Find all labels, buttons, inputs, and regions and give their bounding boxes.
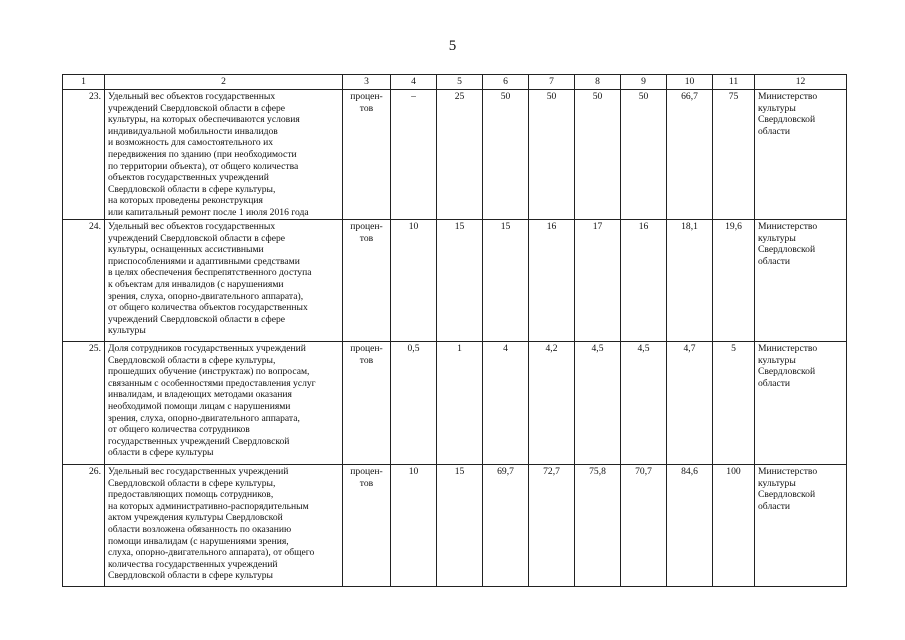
value-cell: 15 — [437, 220, 483, 342]
value-cell: 18,1 — [667, 220, 713, 342]
value-cell: 4,2 — [529, 342, 575, 465]
unit: процен- тов — [343, 220, 391, 342]
value-cell: 70,7 — [621, 465, 667, 587]
value-cell: 100 — [713, 465, 755, 587]
column-header: 8 — [575, 75, 621, 90]
value-cell: 16 — [529, 220, 575, 342]
value-cell: 4,5 — [575, 342, 621, 465]
value-cell: 50 — [483, 90, 529, 220]
column-header: 7 — [529, 75, 575, 90]
value-cell: 17 — [575, 220, 621, 342]
value-cell: 10 — [391, 220, 437, 342]
value-cell: 50 — [575, 90, 621, 220]
column-header: 1 — [63, 75, 105, 90]
column-header: 5 — [437, 75, 483, 90]
column-header: 12 — [755, 75, 847, 90]
row-number: 23. — [63, 90, 105, 220]
row-number: 25. — [63, 342, 105, 465]
indicator-name: Удельный вес государственных учреждений Свердловской области в сфере культуры, предоставляющих помощь сотрудников, на которых административно-распорядительным актом учреждения культуры Свердловской области возложена обязанность по оказанию помощи инвалидам (с нарушениями зрения, слуха, опорно-двигательного аппарата), от общего количества государственных учреждений Свердловской области в сфере культуры — [105, 465, 343, 587]
column-header: 3 — [343, 75, 391, 90]
column-header: 4 — [391, 75, 437, 90]
value-cell: 75 — [713, 90, 755, 220]
column-header: 2 — [105, 75, 343, 90]
value-cell: 0,5 — [391, 342, 437, 465]
column-number-row — [63, 75, 847, 90]
value-cell: 5 — [713, 342, 755, 465]
indicator-name: Удельный вес объектов государственных учреждений Свердловской области в сфере культуры, на которых обеспечиваются условия индивидуальной мобильности инвалидов и возможность для самостоятельного их передвижения по зданию (при необходимости по территории объекта), от общего количества объектов государственных учреждений Свердловской области в сфере культуры, на которых проведены реконструкция или капитальный ремонт после 1 июля 2016 года — [105, 90, 343, 220]
value-cell: 66,7 — [667, 90, 713, 220]
column-header: 9 — [621, 75, 667, 90]
page-number: 5 — [448, 38, 457, 54]
value-cell: 19,6 — [713, 220, 755, 342]
responsible-body: Министерство культуры Свердловской области — [755, 90, 847, 220]
value-cell: 50 — [529, 90, 575, 220]
unit: процен- тов — [343, 465, 391, 587]
value-cell: 15 — [483, 220, 529, 342]
table-row — [63, 465, 847, 587]
indicators-table — [62, 74, 847, 587]
value-cell: 16 — [621, 220, 667, 342]
value-cell: 4,5 — [621, 342, 667, 465]
value-cell: 72,7 — [529, 465, 575, 587]
unit: процен- тов — [343, 342, 391, 465]
value-cell: 50 — [621, 90, 667, 220]
value-cell: 15 — [437, 465, 483, 587]
value-cell: 1 — [437, 342, 483, 465]
responsible-body: Министерство культуры Свердловской области — [755, 342, 847, 465]
row-number: 26. — [63, 465, 105, 587]
table-row — [63, 220, 847, 342]
value-cell: 4 — [483, 342, 529, 465]
value-cell: 10 — [391, 465, 437, 587]
indicator-name: Доля сотрудников государственных учреждений Свердловской области в сфере культуры, прошедших обучение (инструктаж) по вопросам, связанным с особенностями предоставления услуг инвалидам, и владеющих методами оказания необходимой помощи лицам с нарушениями зрения, слуха, опорно-двигательного аппарата, от общего количества сотрудников государственных учреждений Свердловской области в сфере культуры — [105, 342, 343, 465]
column-header: 11 — [713, 75, 755, 90]
unit: процен- тов — [343, 90, 391, 220]
responsible-body: Министерство культуры Свердловской области — [755, 465, 847, 587]
table-row — [63, 90, 847, 220]
value-cell: 84,6 — [667, 465, 713, 587]
value-cell: 4,7 — [667, 342, 713, 465]
table-row — [63, 342, 847, 465]
value-cell: – — [391, 90, 437, 220]
responsible-body: Министерство культуры Свердловской области — [755, 220, 847, 342]
indicator-name: Удельный вес объектов государственных учреждений Свердловской области в сфере культуры, оснащенных ассистивными приспособлениями и адаптивными средствами в целях обеспечения беспрепятственного доступа к объектам для инвалидов (с нарушениями зрения, слуха, опорно-двигательного аппарата), от общего количества объектов государственных учреждений Свердловской области в сфере культуры — [105, 220, 343, 342]
value-cell: 75,8 — [575, 465, 621, 587]
value-cell: 69,7 — [483, 465, 529, 587]
column-header: 6 — [483, 75, 529, 90]
row-number: 24. — [63, 220, 105, 342]
value-cell: 25 — [437, 90, 483, 220]
column-header: 10 — [667, 75, 713, 90]
